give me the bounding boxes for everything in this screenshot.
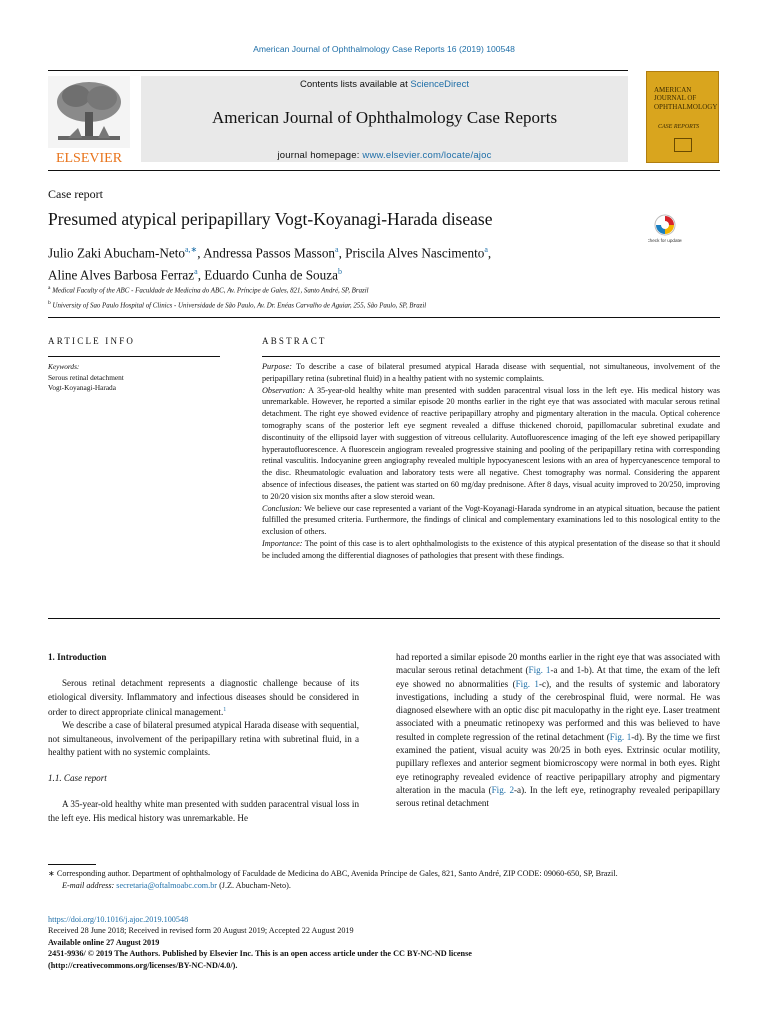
- paragraph-text: -c), and the results of systemic and laboratory investigations, including a study of the cerebrospinal fluid, were normal. He was diagnosed elsewhere with an optic disc pit maculopathy in the right eye. Laser treatment associated with a pneumatic retinopexy was performed and this was believed to have resulted in complete regression of the retinal detachment (: [396, 678, 720, 742]
- paragraph-text: -d). By the time we first examined the patient, visual acuity was 20/25 in both eyes. Extrinsic ocular motility, pupillary reflexes and anterior segment biomicroscopy were normal in both eyes. Right eye retinography revealed evidence of reactive peripapillary atrophy and pigmentary alteration in the macula (: [396, 731, 720, 795]
- paragraph-text: -a). In the left eye, retinography revealed peripapillary serous retinal detachment: [396, 784, 720, 809]
- paragraph-text: -a and 1-b). At that time, the exam of the left eye showed no abnormalities (: [396, 665, 720, 689]
- body-paragraph: A 35-year-old healthy white man presented with sudden paracentral visual loss in the left eye. His medical history was unremarkable. He: [48, 799, 359, 823]
- figure-link[interactable]: Fig. 2: [491, 784, 515, 795]
- cover-title-line3: OPHTHALMOLOGY: [654, 102, 718, 111]
- cover-subtitle: CASE REPORTS: [658, 124, 700, 130]
- cover-logo-icon: [674, 138, 692, 152]
- author-affiliation-marker[interactable]: b: [337, 267, 342, 277]
- elsevier-logo: [48, 76, 130, 164]
- article-info-heading: ARTICLE INFO: [48, 336, 136, 346]
- keywords-block: [48, 362, 124, 394]
- affiliation-text: Medical Faculty of the ABC - Faculdade de Medicina do ABC, Av. Príncipe de Gales, 821, Santo André, SP, Brazil: [52, 287, 369, 295]
- figure-link[interactable]: Fig. 1: [609, 731, 632, 742]
- author-affiliation-marker[interactable]: a: [484, 245, 488, 254]
- abstract-section-label: Conclusion:: [262, 503, 303, 513]
- received-dates: Received 28 June 2018; Received in revised form 20 August 2019; Accepted 22 August 2019: [48, 926, 354, 936]
- header-bottom-rule: [48, 170, 720, 171]
- abstract-heading: ABSTRACT: [262, 336, 327, 346]
- journal-header-band: [141, 76, 628, 162]
- authors-line-1: Julio Zaki Abucham-Neto$^{a,∗}$, Andressa Passos Masson$^a$, Priscila Alves Nascimento$^a$,: [48, 245, 492, 261]
- body-column-left: [48, 651, 359, 825]
- footnote-email-line: [48, 880, 720, 892]
- available-online-date: Available online 27 August 2019: [48, 937, 160, 947]
- license-line: 2451-9936/ © 2019 The Authors. Published by Elsevier Inc. This is an open access article under the CC BY-NC-ND license: [48, 949, 472, 959]
- corresponding-author-footnote: [48, 868, 720, 892]
- abstract-section-text: A 35-year-old healthy white man presented with sudden paracentral visual loss in the left eye. His medical history was unremarkable. However, he reported a similar episode 20 months earlier in the right eye that was associated with macular serous retinal detachment. The right eye showed evidence of reactive peripapillary atrophy and pigmentary alteration in the macula. Optical coherence tomography scans of the posterior left eye segment revealed a diffuse thickened choroid, papillomacular subretinal exudate and discontinuity of the ellipsoid layer with suggestion of vitreous cellularity. Autofluorescence imaging of the left eye showed peripapillary hyperautofluorescence. A fluorescein angiogram revealed progressive staining and pooling of the peripapillary retina with corresponding retinal vasculitis. Indocyanine green angiography revealed multiple hypocyanescent lesions with an area of hypercyanescence temporal to the disc. Rheumatologic evaluation and laboratory tests were all negative. Chest tomography was normal. Considering the apparent absence of infectious diseases, the patient was started on 60 mg/day prednisone. After 8 days, visual acuity improved to 20/250, improving to 20/20 vision six months after a slow steroid wean.: [262, 385, 720, 501]
- cover-title-line2: JOURNAL OF: [654, 94, 697, 103]
- elsevier-tree-icon: [48, 76, 130, 164]
- paragraph-text: Serous retinal detachment represents a diagnostic challenge because of its etiological diversity. Inflammatory and infectious diseases should be considered in order to direct appropriate clinical management.: [48, 678, 359, 717]
- publisher-logo-text: ELSEVIER: [55, 151, 123, 164]
- front-matter-rule: [48, 317, 720, 318]
- case-report-heading: 1.1. Case report: [48, 773, 107, 784]
- cover-title-line1: AMERICAN: [654, 86, 692, 94]
- doi-link[interactable]: https://doi.org/10.1016/j.ajoc.2019.100548: [48, 915, 189, 924]
- affiliation-marker: a: [48, 285, 51, 291]
- publication-info: [48, 914, 720, 971]
- author-affiliation-marker[interactable]: a: [335, 245, 339, 254]
- author-name[interactable]: Aline Alves Barbosa Ferraz: [48, 267, 195, 283]
- keyword-item: Vogt-Koyanagi-Harada: [48, 383, 116, 393]
- affiliation-marker: b: [48, 300, 51, 307]
- check-for-updates-label: Check for updates: [648, 238, 682, 243]
- abstract-observation: [262, 385, 720, 503]
- author-affiliation-marker[interactable]: a: [194, 267, 198, 277]
- keywords-label: Keywords:: [48, 362, 80, 371]
- affiliation-text: University of Sao Paulo Hospital of Clinics - Universidade de São Paulo, Av. Dr. Enéas Carvalho de Aguiar, 255, São Paulo, SP, Brazil: [52, 302, 427, 310]
- journal-cover-thumbnail[interactable]: [646, 71, 719, 163]
- body-column-right: [396, 651, 720, 811]
- abstract-importance: [262, 538, 720, 562]
- abstract-purpose: [262, 361, 720, 385]
- author-name[interactable]: Andressa Passos Masson: [203, 245, 335, 261]
- homepage-link[interactable]: www.elsevier.com/locate/ajoc: [362, 150, 492, 161]
- article-info-rule: [48, 356, 220, 357]
- author-list: [48, 240, 608, 285]
- contents-prefix: Contents lists available at: [300, 79, 408, 90]
- author-name[interactable]: Eduardo Cunha de Souza: [204, 267, 338, 283]
- affiliation-item: [48, 282, 426, 297]
- introduction-heading: 1. Introduction: [48, 652, 107, 662]
- check-for-updates-button[interactable]: [648, 213, 682, 249]
- affiliation-item: [48, 297, 426, 312]
- abstract-section-text: We believe our case represented a variant of the Vogt-Koyanagi-Harada syndrome in an atypical situation, because the patient fulfilled the presumed criteria. Furthermore, the findings of clinical and complementary examinations led to this nosological entity to the exclusion of others.: [262, 503, 720, 537]
- journal-homepage: [141, 150, 628, 161]
- article-title: Presumed atypical peripapillary Vogt-Koyanagi-Harada disease: [48, 209, 493, 229]
- journal-citation[interactable]: American Journal of Ophthalmology Case Reports 16 (2019) 100548: [253, 44, 515, 54]
- paragraph-text: had reported a similar episode 20 months earlier in the right eye that was associated with macular serous retinal detachment (: [396, 652, 720, 676]
- abstract-section-label: Importance:: [262, 538, 303, 548]
- homepage-prefix: journal homepage:: [277, 150, 360, 161]
- abstract-section-text: The point of this case is to alert ophthalmologists to the existence of this atypical presentation of the disease so that it should be included among the differential diagnoses of pathologies that present with these findings.: [262, 538, 720, 560]
- footnote-text: ∗ Corresponding author. Department of ophthalmology of Faculdade de Medicina do ABC, Avenida Príncipe de Gales, 821, Santo André, ZIP CODE: 09060-650, SP, Brazil.: [48, 869, 618, 878]
- cover-title: [654, 86, 717, 111]
- article-type: Case report: [48, 187, 103, 201]
- abstract-section-text: To describe a case of bilateral presumed atypical Harada disease with sequential, not simultaneous, involvement of the peripapillary retina (subretinal fluid) in a healthy patient with no systemic complaints.: [262, 362, 721, 383]
- abstract-conclusion: [262, 503, 720, 538]
- contents-line: [141, 79, 628, 90]
- header-top-rule: [48, 70, 628, 71]
- footnote-rule: [48, 864, 96, 865]
- authors-line-2: Aline Alves Barbosa Ferraz$^a$, Eduardo Cunha de Souza$^b$: [48, 267, 342, 283]
- figure-link[interactable]: Fig. 1: [528, 665, 551, 676]
- body-paragraph: [48, 677, 359, 719]
- author-name[interactable]: Julio Zaki Abucham-Neto: [48, 245, 185, 261]
- abstract-bottom-rule: [48, 618, 720, 619]
- abstract-section-label: Purpose:: [262, 362, 293, 371]
- abstract-body: [262, 361, 720, 562]
- abstract-rule: [262, 356, 720, 357]
- body-paragraph: [396, 651, 720, 811]
- body-paragraph: We describe a case of bilateral presumed atypical Harada disease with sequential, not simultaneous, involvement of the peripapillary retina with subretinal fluid, in a healthy patient with no systemic complaints.: [48, 720, 359, 757]
- license-link[interactable]: (http://creativecommons.org/licenses/BY-NC-ND/4.0/).: [48, 960, 238, 970]
- abstract-section-label: Observation:: [262, 385, 306, 395]
- email-label: E-mail address:: [62, 881, 115, 890]
- author-affiliation-marker[interactable]: a,∗: [184, 245, 198, 254]
- author-name[interactable]: Priscila Alves Nascimento: [345, 245, 485, 261]
- check-for-updates-icon: [648, 213, 682, 249]
- affiliations: [48, 282, 426, 313]
- figure-link[interactable]: Fig. 1: [515, 678, 539, 689]
- sciencedirect-link[interactable]: ScienceDirect: [410, 79, 469, 90]
- reference-link[interactable]: 1: [223, 706, 227, 713]
- email-link[interactable]: secretaria@oftalmoabc.com.br: [116, 881, 218, 890]
- journal-title: American Journal of Ophthalmology Case Reports: [211, 108, 558, 127]
- keyword-item: Serous retinal detachment: [48, 372, 124, 382]
- email-suffix: (J.Z. Abucham-Neto).: [219, 881, 291, 890]
